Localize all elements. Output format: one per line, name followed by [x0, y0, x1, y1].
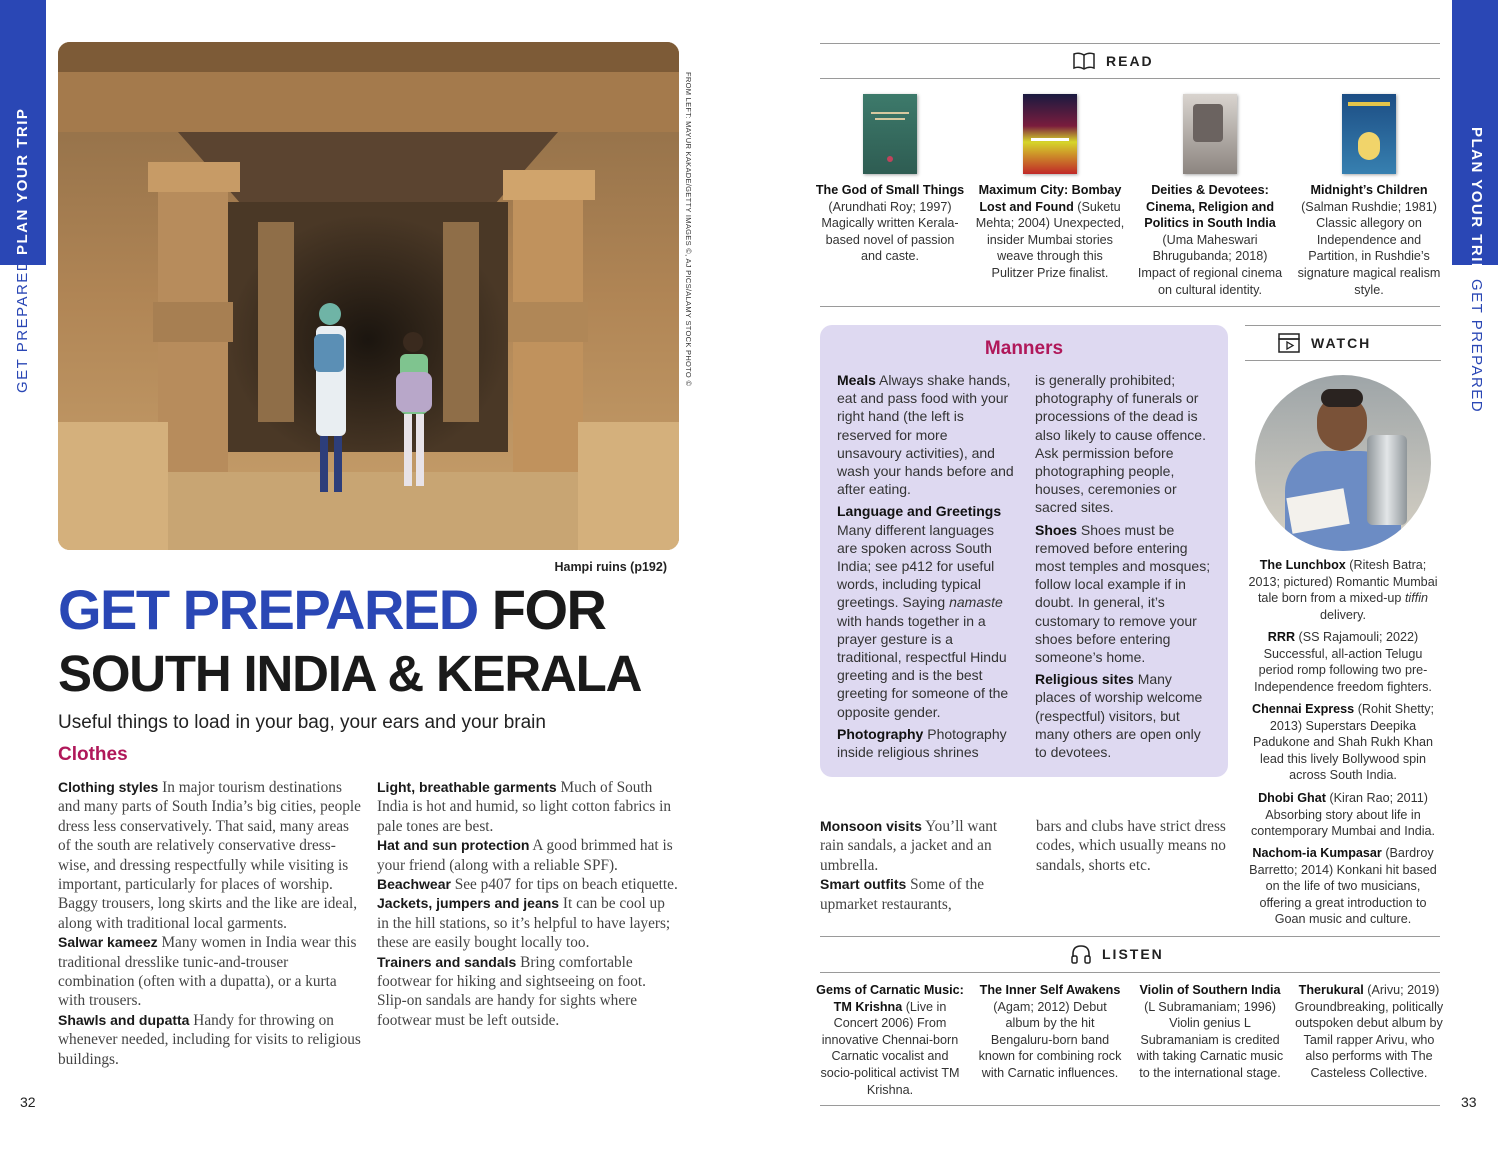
read-heading-label: READ [1106, 53, 1154, 69]
right-side-tab [1452, 0, 1498, 1154]
clothes-continued-column-2 [1036, 817, 1232, 875]
clothes-heading: Clothes [58, 744, 128, 765]
clothes-entry: Hat and sun protection A good brimmed hat is your friend (along with a reliable SPF). [377, 837, 673, 874]
listen-entry-violin-of-southern-india: Violin of Southern India (L Subramaniam; 1996) Violin genius L Subramaniam is credited with taking Carnatic music to the international stage. [1136, 983, 1284, 1080]
clothes-entry: bars and clubs have strict dress codes, which usually means no sandals, shorts etc. [1036, 818, 1226, 874]
read-sub-rule [820, 78, 1440, 79]
watch-entry-dhobi-ghat: Dhobi Ghat (Kiran Rao; 2011) Absorbing story about life in contemporary Mumbai and India. [1250, 791, 1436, 839]
manners-entry: Language and Greetings Many different languages are spoken across South India; see p412 for useful words, including typical greetings. Saying namaste with hands together in a prayer gesture is a traditional, respectful Hindu greeting and is the best greeting for someone of the opposite gender. [837, 503, 1009, 720]
read-entry-deities-devotees: Deities & Devotees: Cinema, Religion and Politics in South India (Uma Maheswari Bhrugubanda; 2018) Impact of regional cinema on cultural identity. [1137, 183, 1283, 297]
get-prepared-label: GET PREPARED [14, 258, 31, 393]
manners-column-2 [1035, 371, 1215, 765]
watch-entry-nachom-ia-kumpasar: Nachom-ia Kumpasar (Bardroy Barretto; 2014) Konkani hit based on the life of two musicians, offering a great introduction to Goan music and culture. [1249, 846, 1437, 927]
clothes-entry: Trainers and sandals Bring comfortable footwear for hiking and sightseeing on foot. Slip-on sandals are handy for sights where footwear must be left outside. [377, 953, 646, 1029]
page-subtitle: Useful things to load in your bag, your ears and your brain [58, 712, 546, 733]
read-top-rule [820, 43, 1440, 44]
hampi-ruins-photo [58, 42, 679, 550]
watch-entry-the-lunchbox: The Lunchbox (Ritesh Batra; 2013; pictured) Romantic Mumbai tale born from a mixed-up tiffin delivery. [1248, 558, 1438, 622]
read-entry-god-of-small-things: The God of Small Things (Arundhati Roy; 1997) Magically written Kerala-based novel of passion and caste. [815, 183, 965, 264]
watch-entry-chennai-express: Chennai Express (Rohit Shetty; 2013) Superstars Deepika Padukone and Shah Rukh Khan lead this lively Bollywood spin across South India. [1252, 702, 1434, 783]
read-entry-midnights-children: Midnight’s Children (Salman Rushdie; 1981) Classic allegory on Independence and Partition, in Rushdie’s signature magical realism style. [1297, 183, 1441, 297]
photo-caption: Hampi ruins (p192) [554, 560, 667, 574]
clothes-entry: Jackets, jumpers and jeans It can be cool up in the hill stations, so it’s helpful to have layers; these are easily bought locally too. [377, 895, 671, 952]
clothes-continued-column-1 [820, 817, 1020, 914]
plan-your-trip-tab[interactable] [0, 0, 46, 265]
title-blue-part: GET PREPARED [58, 578, 478, 641]
get-prepared-label-right: GET PREPARED [1468, 279, 1485, 414]
lunchbox-film-still [1255, 375, 1431, 551]
listen-entry-inner-self-awakens: The Inner Self Awakens (Agam; 2012) Debut album by the hit Bengaluru-born band known for combining rock with Carnatic influences. [978, 983, 1122, 1080]
book-cover-maximum-city [1023, 94, 1077, 174]
watch-heading-label: WATCH [1311, 335, 1372, 351]
clothes-column-2 [377, 778, 679, 1030]
plan-your-trip-tab-right[interactable] [1452, 0, 1498, 275]
headphones-icon [1070, 944, 1092, 964]
clothes-entry: Salwar kameez Many women in India wear this traditional dresslike tunic-and-trouser combination (often with a dupatta), or a kurta with trousers. [58, 934, 357, 1010]
read-entry-maximum-city: Maximum City: Bombay Lost and Found (Suketu Mehta; 2004) Unexpected, insider Mumbai stories weave through this Pulitzer Prize finalist. [975, 183, 1125, 280]
watch-top-rule [1245, 325, 1441, 326]
clapperboard-icon [1277, 333, 1301, 353]
clothes-column-1 [58, 778, 362, 1069]
left-side-tab [0, 0, 46, 1154]
clothes-entry: Clothing styles In major tourism destinations and many parts of South India’s big cities, people dress less conservatively. That said, many areas of the south are relatively conservative dress-wise, and dressing respectfully while visiting is important, particularly for places of worship. Baggy trousers, long skirts and the like are ideal, along with traditional local garments. [58, 779, 361, 932]
book-cover-midnights-children [1342, 94, 1396, 174]
book-cover-deities-devotees [1183, 94, 1237, 174]
manners-entry: Meals Always shake hands, eat and pass food with your right hand (the left is reserved for more unsavoury activities), and wash your hands before and after eating. [837, 372, 1014, 498]
manners-box [820, 325, 1228, 777]
watch-sub-rule [1245, 360, 1441, 361]
clothes-entry: Light, breathable garments Much of South India is hot and humid, so light cotton fabrics in pale tones are best. [377, 779, 672, 835]
watch-heading [1277, 333, 1371, 353]
page-title-line2: SOUTH INDIA & KERALA [58, 645, 642, 702]
manners-entry: Shoes Shoes must be removed before entering most temples and mosques; follow local example if in doubt. In general, it’s customary to remove your shoes before entering someone’s home. [1035, 521, 1211, 666]
listen-entry-gems-of-carnatic-music: Gems of Carnatic Music: TM Krishna (Live in Concert 2006) From innovative Chennai-born Carnatic vocalist and socio-political activist TM Krishna. [816, 983, 964, 1097]
photo-credit [683, 72, 693, 392]
plan-your-trip-label: PLAN YOUR TRIP [14, 107, 31, 255]
photo-credit-text: FROM LEFT: MAYUR KAKADE/GETTY IMAGES ©, AJ PICS/ALAMY STOCK PHOTO © [684, 72, 693, 387]
page-title-line1 [58, 578, 605, 642]
clothes-entry: Beachwear See p407 for tips on beach etiquette. [377, 876, 678, 894]
manners-entry: is generally prohibited; photography of funerals or processions of the dead is also likely to cause offence. Ask permission before photographing people, houses, ceremonies or sacred sites. [1035, 372, 1206, 516]
read-heading [1072, 51, 1154, 71]
page-number-left: 32 [20, 1094, 36, 1110]
clothes-entry: Shawls and dupatta Handy for throwing on whenever needed, including for visits to religious buildings. [58, 1011, 361, 1068]
manners-entry: Photography Photography inside religious shrines [837, 725, 1007, 761]
manners-heading: Manners [984, 338, 1064, 359]
clothes-entry: Smart outfits Some of the upmarket restaurants, [820, 876, 985, 913]
book-icon [1072, 51, 1096, 71]
listen-sub-rule [820, 972, 1440, 973]
watch-entry-rrr: RRR (SS Rajamouli; 2022) Successful, all-action Telugu period romp following two pre-Independence freedom fighters. [1254, 630, 1432, 694]
clothes-entry: Monsoon visits You’ll want rain sandals, a jacket and an umbrella. [820, 818, 998, 874]
listen-heading [1070, 944, 1164, 964]
title-black-part: FOR [491, 578, 606, 641]
listen-entry-therukural: Therukural (Arivu; 2019) Groundbreaking, politically outspoken debut album by Tamil rapper Arivu, who also performs with The Casteless Collective. [1294, 983, 1444, 1080]
book-cover-god-of-small-things [863, 94, 917, 174]
manners-entry: Religious sites Many places of worship welcome (respectful) visitors, but many others are open only to devotees. [1035, 671, 1203, 761]
listen-top-rule [820, 936, 1440, 937]
plan-your-trip-label-right: PLAN YOUR TRIP [1468, 127, 1485, 275]
listen-heading-label: LISTEN [1102, 946, 1164, 962]
listen-bottom-rule [820, 1105, 1440, 1106]
read-bottom-rule [820, 306, 1440, 307]
page-number-right: 33 [1461, 1094, 1477, 1110]
manners-column-1 [837, 371, 1015, 765]
